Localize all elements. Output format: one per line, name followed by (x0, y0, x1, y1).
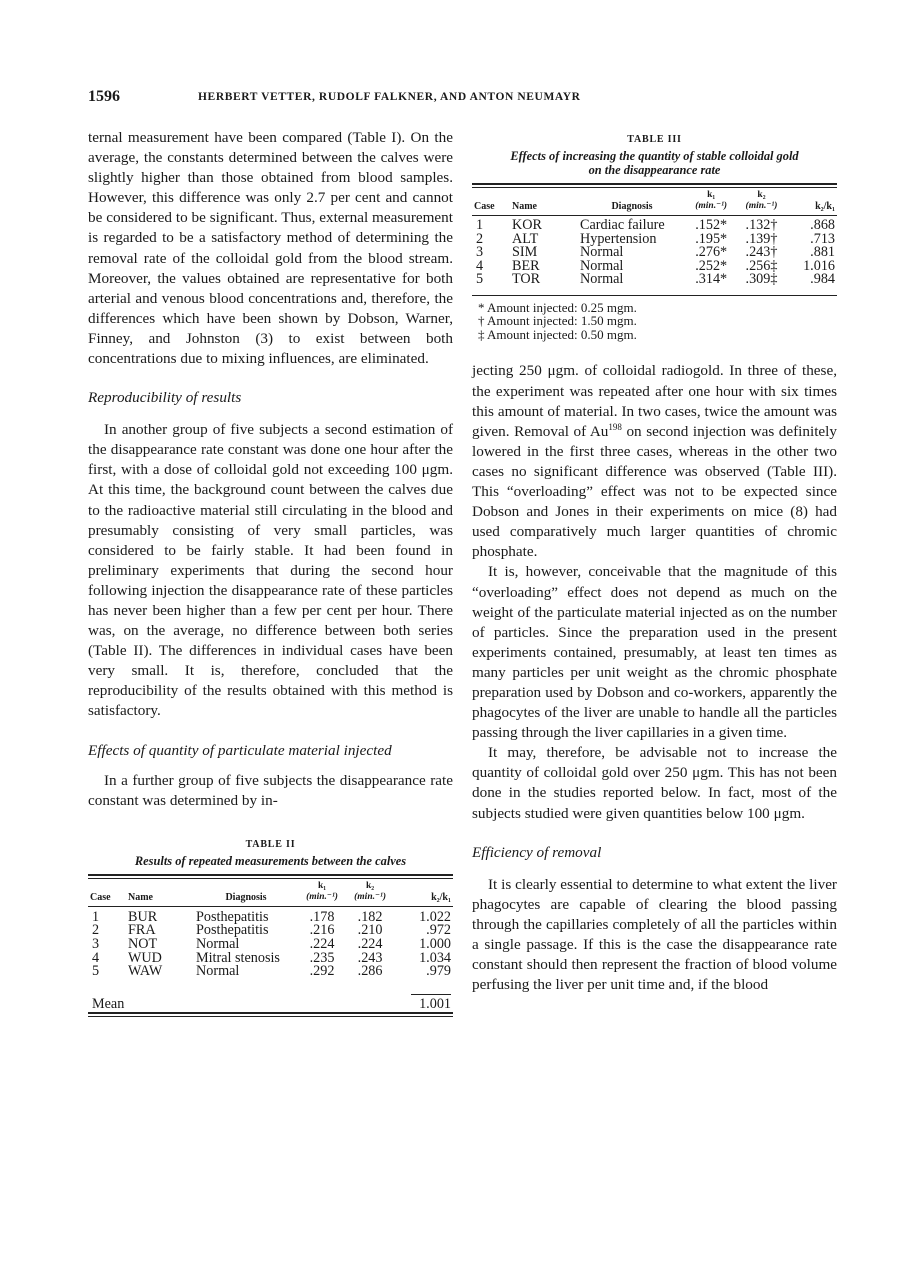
cell-diagnosis: Normal (196, 935, 240, 952)
cell-name: WAW (128, 963, 163, 980)
table-3 (472, 134, 837, 341)
cell-k2: .243 (357, 949, 383, 966)
paragraph-overloading-effect: It is, however, conceivable that the magnitude of this “overloading” effect does not depend as much on the weight of the particulate material injected as on the number of particles. Since the preparation used in the present experiments contained, presumably, at least ten times as many particles per unit weight as the chromic phosphate preparation used by Dobson and co-workers, apparently the phagocytes of the liver are unable to handle all the particles passing through the liver capillaries in a given time. (472, 563, 837, 742)
cell-diagnosis: Hypertension (580, 230, 657, 247)
cell-ratio: .984 (810, 271, 835, 288)
col-header-name: Name (512, 201, 537, 212)
cell-k1: .224 (309, 935, 335, 952)
cell-name: NOT (128, 935, 158, 952)
cell-diagnosis: Mitral stenosis (196, 949, 280, 966)
table-3-caption-line2: on the disappearance rate (588, 163, 721, 177)
page-number: 1596 (88, 88, 120, 105)
cell-k1: .216 (309, 922, 335, 939)
section-title-quantity-effects: Effects of quantity of particulate material injected (88, 741, 392, 759)
col-header-diagnosis: Diagnosis (225, 891, 267, 903)
cell-diagnosis: Normal (196, 963, 240, 980)
cell-k2: .309‡ (745, 271, 778, 288)
left-column (88, 128, 453, 1017)
cell-k2: .256‡ (745, 257, 778, 274)
k2-unit: (min.⁻¹) (745, 201, 778, 211)
table-2-caption: Results of repeated measurements between the calves (134, 853, 407, 868)
col-header-k2 (736, 188, 786, 216)
cell-case: 1 (92, 908, 100, 925)
cell-name: WUD (128, 949, 162, 966)
cell-case: 3 (92, 935, 100, 952)
col-header-k1 (298, 879, 346, 907)
footnote-double-dagger: ‡ Amount injected: 0.50 mgm. (478, 326, 637, 342)
footnote-dagger: † Amount injected: 1.50 mgm. (478, 313, 637, 329)
k1-symbol: k₁ (317, 880, 327, 891)
para-text-pre: jecting 250 μgm. of colloidal radiogold. In three of these, the experiment was repeated after one hour with six times this amount of material. In two cases, twice the amount was given. Removal of Au (472, 362, 837, 440)
cell-case: 1 (476, 217, 484, 233)
table-3-caption-line1: Effects of increasing the quantity of stable colloidal gold (510, 149, 799, 163)
cell-case: 2 (476, 230, 484, 247)
table-row (472, 273, 837, 287)
cell-case: 4 (476, 257, 484, 274)
mean-label: Mean (92, 996, 125, 1013)
paragraph-external-measurement: ternal measurement have been compared (Table I). On the average, the constants determined between the calves were slightly higher than those obtained from blood samples. However, this difference was only 2.7 per cent and cannot be considered to be significant. Thus, external measurement is regarded to be a satisfactory method of determining the removal rate of the colloidal gold from the blood stream. Moreover, the values obtained are representative for both arterial and venous blood concentrations and, therefore, the differences which have been shown by Dobson, Warner, Finney, and Johnston (3) to exist between both concentrations due to mixing influences, are eliminated. (88, 129, 453, 368)
cell-k2: .210 (357, 922, 383, 939)
cell-k2: .139† (745, 230, 778, 247)
k2-symbol: k₂ (757, 190, 766, 200)
cell-diagnosis: Normal (580, 271, 624, 288)
page-header (88, 88, 843, 112)
section-title-reproducibility: Reproducibility of results (88, 389, 242, 407)
paragraph-reproducibility: In another group of five subjects a second estimation of the disappearance rate constant was done one hour after the first, with a dose of colloidal gold not exceeding 100 μgm. At this time, the background count between the calves due to the radioactive material still circulating in the blood and presumably consisting of very small particles, was considered to be fairly stable. It had been found in preliminary experiments that during the second hour following injection the disappearance rate of these particles has never been higher than a few per cent per hour. There was, on the average, no difference between both series (Table II). The differences in individual cases have been very small. It is, therefore, concluded that the reproducibility of the results obtained with this method is satisfactory. (88, 421, 453, 720)
cell-k2: .243† (745, 244, 778, 261)
cell-name: TOR (512, 271, 541, 288)
col-header-ratio: k₂/k₁ (815, 201, 835, 212)
cell-k2: .286 (357, 963, 383, 980)
cell-k1: .292 (309, 963, 335, 980)
table-3-grid (472, 188, 837, 295)
cell-ratio: .972 (426, 922, 451, 939)
table-3-footnotes (472, 301, 837, 342)
cell-case: 2 (92, 922, 100, 939)
paragraph-advisable-quantity: It may, therefore, be advisable not to increase the quantity of colloidal gold over 250 μgm. This has not been done in the studies reported below. In fact, most of the subjects studied were given quantities below 100 μgm. (472, 744, 837, 822)
k1-symbol: k₁ (707, 190, 716, 200)
cell-case: 4 (92, 949, 100, 966)
col-header-ratio: k₂/k₁ (431, 891, 451, 903)
col-header-name: Name (128, 891, 153, 903)
col-header-case: Case (90, 891, 111, 903)
cell-diagnosis: Normal (580, 257, 624, 274)
table-2-grid (88, 879, 453, 1012)
cell-name: BUR (128, 908, 158, 925)
mean-rule (411, 994, 451, 995)
cell-ratio: 1.034 (419, 949, 451, 966)
paragraph-further-group: In a further group of five subjects the disappearance rate constant was determined by in- (88, 771, 453, 809)
table-mean-row (88, 998, 453, 1012)
cell-ratio: 1.000 (419, 935, 451, 952)
cell-diagnosis: Normal (580, 244, 624, 261)
cell-ratio: .713 (810, 230, 835, 247)
cell-name: SIM (512, 244, 538, 261)
cell-ratio: 1.016 (803, 257, 835, 274)
cell-ratio: .979 (426, 963, 451, 980)
isotope-superscript: 198 (608, 421, 622, 432)
table-row (88, 965, 453, 979)
cell-k1: .235 (309, 949, 335, 966)
cell-diagnosis: Cardiac failure (580, 217, 665, 233)
cell-diagnosis: Posthepatitis (196, 922, 269, 939)
section-title-efficiency: Efficiency of removal (472, 843, 602, 861)
table-3-caption (472, 149, 837, 177)
col-header-k1 (686, 188, 736, 216)
col-header-k2 (346, 879, 394, 907)
cell-case: 5 (92, 963, 100, 980)
footnote-asterisk: * Amount injected: 0.25 mgm. (478, 299, 637, 315)
mean-value: 1.001 (419, 996, 451, 1013)
cell-k1: .252* (695, 257, 728, 274)
paragraph-radiogold-injection (472, 361, 837, 562)
cell-name: KOR (512, 217, 542, 233)
paragraph-efficiency: It is clearly essential to determine to what extent the liver phagocytes are capable of clearing the blood passing through the capillaries completely of all the particles within a single passage. If this is the case the disappearance rate constant should then represent the fraction of blood volume perfusing the liver per unit time and, if the blood (472, 875, 837, 994)
table-3-label: TABLE III (627, 134, 682, 145)
cell-k1: .314* (695, 271, 728, 288)
cell-k1: .195* (695, 230, 728, 247)
cell-k2: .132† (745, 217, 778, 233)
cell-name: ALT (512, 230, 539, 247)
k2-unit: (min.⁻¹) (354, 891, 387, 902)
k1-unit: (min.⁻¹) (695, 201, 728, 211)
k1-unit: (min.⁻¹) (306, 891, 338, 902)
cell-ratio: .881 (810, 244, 835, 261)
cell-name: FRA (128, 922, 156, 939)
cell-k1: .178 (309, 908, 335, 925)
cell-ratio: .868 (810, 217, 835, 233)
cell-k1: .152* (695, 217, 728, 233)
cell-case: 5 (476, 271, 484, 288)
running-head-authors: HERBERT VETTER, RUDOLF FALKNER, AND ANTON NEUMAYR (198, 91, 581, 103)
cell-name: BER (512, 257, 540, 274)
para-text-post: on second injection was definitely lowered in the first three cases, whereas in the other two cases no significant difference was observed (Table III). This “overloading” effect was not to be expected since Dobson and Jones in their experiments on mice (8) had used comparatively much larger quantities of chromic phosphate. (472, 422, 837, 561)
table-2-bottom-rule (88, 1012, 453, 1017)
cell-k2: .224 (357, 935, 383, 952)
cell-case: 3 (476, 244, 484, 261)
col-header-diagnosis: Diagnosis (611, 201, 653, 212)
right-column (472, 134, 837, 995)
cell-ratio: 1.022 (419, 908, 451, 925)
table-2 (88, 839, 453, 1017)
table-2-label: TABLE II (245, 838, 296, 850)
table-3-bottom-rule (472, 295, 837, 296)
cell-k2: .182 (357, 908, 383, 925)
col-header-case: Case (474, 201, 495, 212)
cell-diagnosis: Posthepatitis (196, 908, 269, 925)
k2-symbol: k₂ (366, 880, 375, 891)
cell-k1: .276* (695, 244, 728, 261)
